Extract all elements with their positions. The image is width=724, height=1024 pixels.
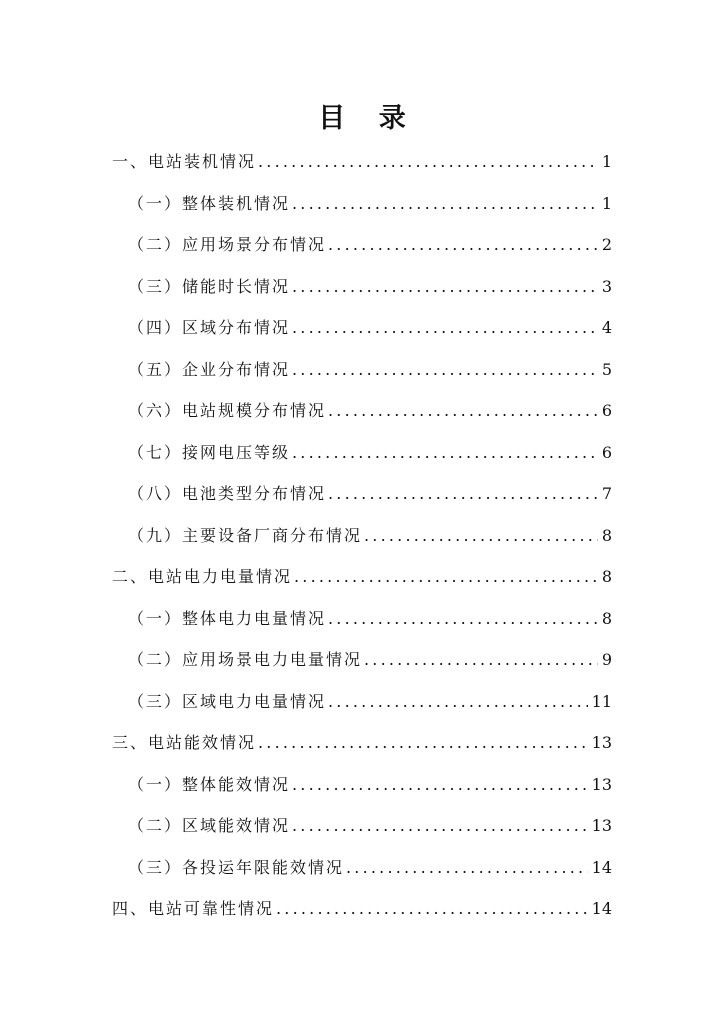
toc-leader-dots bbox=[292, 317, 598, 339]
toc-entry[interactable] bbox=[128, 766, 612, 796]
toc-leader-dots bbox=[328, 400, 598, 422]
toc-entry-page-number: 8 bbox=[601, 567, 612, 586]
toc-entry-page-number: 13 bbox=[591, 774, 612, 794]
toc-entry[interactable] bbox=[128, 434, 612, 464]
toc-title: 目 录 bbox=[318, 103, 418, 134]
toc-entry-page-number: 14 bbox=[591, 857, 612, 877]
toc-entry-page-number: 6 bbox=[601, 401, 612, 420]
toc-entry-label: （一）整体电力电量情况 bbox=[128, 608, 327, 628]
toc-entry-label: （三）各投运年限能效情况 bbox=[128, 857, 345, 877]
toc-entry-label: （六）电站规模分布情况 bbox=[128, 401, 327, 420]
toc-entry[interactable] bbox=[128, 600, 612, 630]
toc-entry-label: 三、电站能效情况 bbox=[112, 733, 257, 752]
toc-leader-dots bbox=[292, 774, 588, 796]
toc-entry-label: （三）储能时长情况 bbox=[128, 276, 291, 296]
toc-entry-page-number: 13 bbox=[591, 816, 612, 835]
toc-entry-label: （五）企业分布情况 bbox=[128, 359, 291, 379]
toc-entry-page-number: 2 bbox=[601, 235, 612, 254]
toc-leader-dots bbox=[364, 649, 598, 671]
toc-entry-label: 四、电站可靠性情况 bbox=[112, 899, 275, 918]
toc-entry[interactable] bbox=[128, 807, 612, 837]
toc-entry[interactable] bbox=[112, 724, 612, 754]
toc-leader-dots bbox=[364, 525, 598, 547]
toc-leader-dots bbox=[292, 276, 598, 298]
toc-leader-dots bbox=[258, 732, 588, 754]
toc-entry-label: （二）应用场景电力电量情况 bbox=[128, 650, 363, 669]
toc-entry[interactable] bbox=[128, 392, 612, 422]
toc-entry-page-number: 4 bbox=[601, 318, 612, 337]
toc-leader-dots bbox=[328, 483, 598, 505]
toc-leader-dots bbox=[346, 857, 588, 879]
toc-leader-dots bbox=[292, 442, 598, 464]
toc-entry[interactable] bbox=[128, 517, 612, 547]
toc-entry-page-number: 8 bbox=[601, 525, 612, 545]
toc-entry-page-number: 9 bbox=[601, 650, 612, 669]
toc-leader-dots bbox=[258, 151, 598, 173]
toc-entry-label: 一、电站装机情况 bbox=[112, 152, 257, 171]
toc-entry[interactable] bbox=[128, 185, 612, 215]
toc-entry[interactable] bbox=[112, 558, 612, 588]
toc-entry[interactable] bbox=[128, 226, 612, 256]
toc-entry-page-number: 8 bbox=[601, 608, 612, 628]
toc-entry[interactable] bbox=[128, 641, 612, 671]
toc-leader-dots bbox=[276, 898, 588, 920]
toc-entry-page-number: 11 bbox=[591, 691, 612, 711]
toc-entry[interactable] bbox=[112, 143, 612, 173]
toc-leader-dots bbox=[294, 566, 598, 588]
toc-entry[interactable] bbox=[128, 475, 612, 505]
toc-entry-label: 二、电站电力电量情况 bbox=[112, 567, 293, 586]
toc-entry[interactable] bbox=[128, 268, 612, 298]
toc-entry-page-number: 7 bbox=[601, 484, 612, 503]
toc-entry-label: （七）接网电压等级 bbox=[128, 442, 291, 462]
toc-entry-page-number: 6 bbox=[601, 442, 612, 462]
toc-entry-label: （一）整体能效情况 bbox=[128, 774, 291, 794]
toc-entry-label: （二）应用场景分布情况 bbox=[128, 235, 327, 254]
toc-leader-dots bbox=[328, 608, 598, 630]
toc-entry-page-number: 5 bbox=[601, 359, 612, 379]
toc-entry-label: （八）电池类型分布情况 bbox=[128, 484, 327, 503]
toc-leader-dots bbox=[292, 359, 598, 381]
toc-entry[interactable] bbox=[128, 351, 612, 381]
toc-entry[interactable] bbox=[128, 849, 612, 879]
toc-entry-page-number: 3 bbox=[601, 276, 612, 296]
toc-leader-dots bbox=[328, 234, 598, 256]
toc-entry[interactable] bbox=[128, 309, 612, 339]
toc-entry-page-number: 1 bbox=[601, 152, 612, 171]
toc-leader-dots bbox=[328, 691, 588, 713]
toc-leader-dots bbox=[292, 193, 598, 215]
toc-entry[interactable] bbox=[112, 890, 612, 920]
toc-entry-label: （二）区域能效情况 bbox=[128, 816, 291, 835]
toc-entry-label: （四）区域分布情况 bbox=[128, 318, 291, 337]
toc-entry-label: （三）区域电力电量情况 bbox=[128, 691, 327, 711]
toc-entry-label: （一）整体装机情况 bbox=[128, 193, 291, 213]
toc-entry-label: （九）主要设备厂商分布情况 bbox=[128, 525, 363, 545]
toc-entry[interactable] bbox=[128, 683, 612, 713]
toc-entry-page-number: 1 bbox=[601, 193, 612, 213]
toc-leader-dots bbox=[292, 815, 588, 837]
toc-entry-page-number: 13 bbox=[591, 733, 612, 752]
toc-entry-page-number: 14 bbox=[591, 899, 612, 918]
